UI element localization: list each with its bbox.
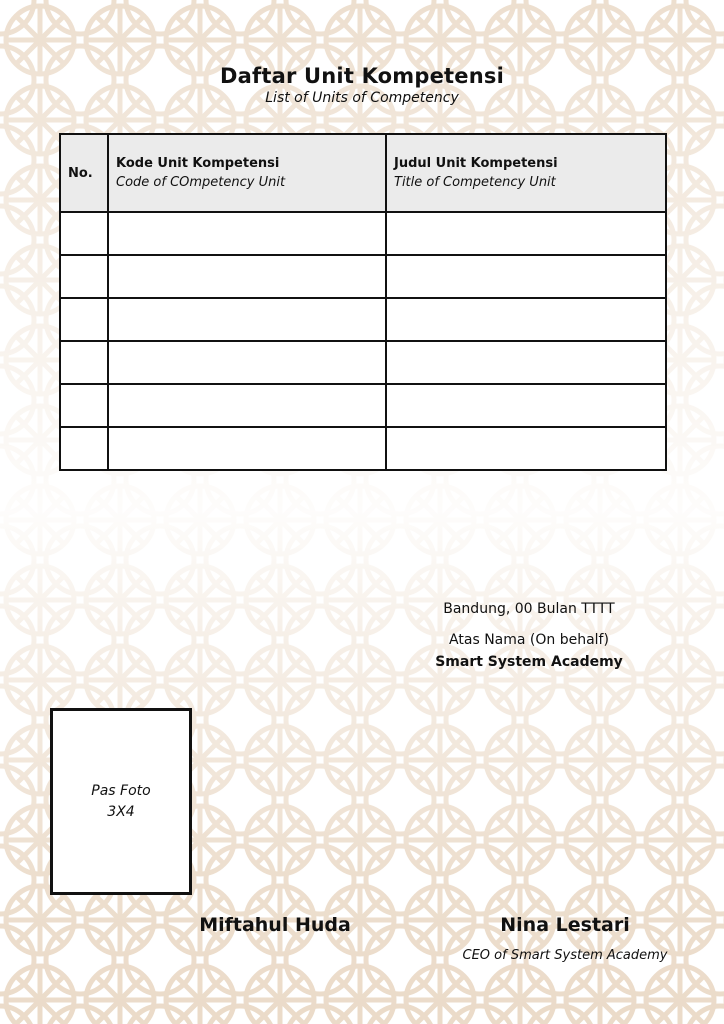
table-header-row [60,134,666,212]
column-header-title-title: Judul Unit Kompetensi [394,156,558,171]
photo-placeholder [50,708,192,895]
page-subtitle: List of Units of Competency [265,90,459,106]
column-header-code [108,134,386,212]
table-cell-title [386,255,666,298]
table-cell-no [60,341,108,384]
table-row [60,427,666,470]
holder-name: Miftahul Huda [199,914,351,936]
organization-name: Smart System Academy [435,654,623,670]
table-cell-code [108,427,386,470]
table-cell-no [60,384,108,427]
table-row [60,255,666,298]
signer-title: CEO of Smart System Academy [462,948,668,963]
competency-units-table [59,133,667,471]
column-header-code-subtitle: Code of COmpetency Unit [116,175,286,190]
page-title: Daftar Unit Kompetensi [220,64,504,88]
table-cell-no [60,212,108,255]
table-cell-code [108,298,386,341]
table-cell-no [60,255,108,298]
column-header-title [386,134,666,212]
table-cell-title [386,427,666,470]
table-row [60,384,666,427]
table-row [60,341,666,384]
table-cell-code [108,212,386,255]
on-behalf-label: Atas Nama (On behalf) [449,632,609,648]
signer-name: Nina Lestari [500,914,630,936]
column-header-title-subtitle: Title of Competency Unit [394,175,556,190]
photo-label: Pas Foto [91,782,151,799]
column-header-code-title: Kode Unit Kompetensi [116,156,280,171]
table-cell-no [60,427,108,470]
table-cell-code [108,384,386,427]
place-date: Bandung, 00 Bulan TTTT [443,601,615,617]
table-cell-title [386,384,666,427]
table-cell-no [60,298,108,341]
table-cell-code [108,255,386,298]
photo-size: 3X4 [107,803,135,820]
table-row [60,298,666,341]
column-header-no: No. [60,134,108,212]
table-cell-code [108,341,386,384]
table-cell-title [386,212,666,255]
table-cell-title [386,341,666,384]
table-cell-title [386,298,666,341]
table-row [60,212,666,255]
